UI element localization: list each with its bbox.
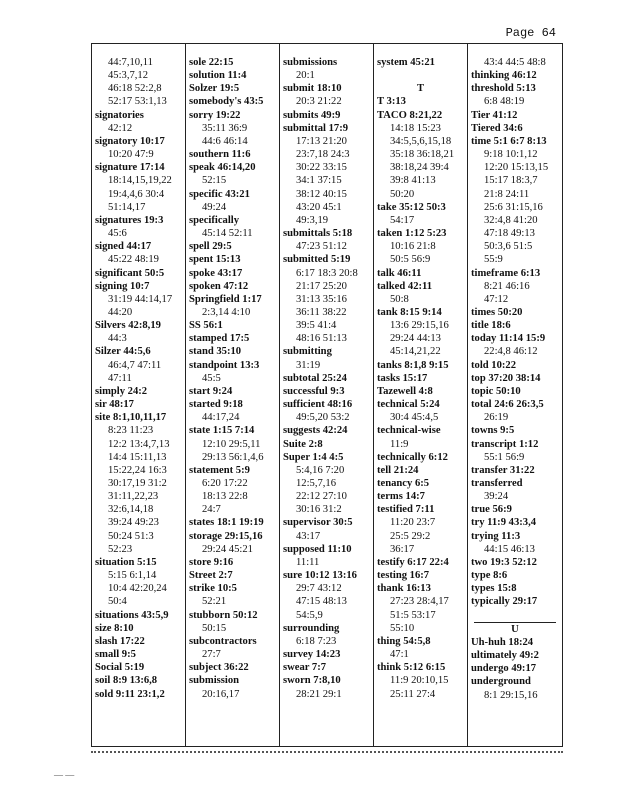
- index-entry-term: transfer 31:22: [471, 464, 535, 476]
- index-entry-pages: 18:14,15,19,22: [108, 175, 172, 187]
- index-entry-term: speak 46:14,20: [189, 162, 256, 174]
- index-entry-term: two 19:3 52:12: [471, 556, 537, 568]
- index-entry-pages: 47:12: [484, 293, 509, 305]
- index-entry-pages: 36:17: [390, 543, 415, 555]
- index-entry-pages: 13:6 29:15,16: [390, 320, 449, 332]
- index-entry-pages: 54:17: [390, 214, 415, 226]
- index-entry-term: situation 5:15: [95, 556, 157, 568]
- index-entry-term: technical-wise: [377, 425, 441, 437]
- index-entry-pages: 47:18 49:13: [484, 228, 535, 240]
- index-entry-term: ultimately 49:2: [471, 650, 539, 662]
- index-entry-pages: 12:5,7,16: [296, 478, 337, 489]
- index-entry-pages: 11:11: [296, 556, 320, 568]
- index-entry-pages: 39:8 41:13: [390, 175, 436, 187]
- index-entry-pages: 15:17 18:3,7: [484, 175, 538, 187]
- index-entry-term: submits 49:9: [283, 109, 341, 121]
- index-entry-term: type 8:6: [471, 570, 508, 582]
- index-entry-term: simply 24:2: [95, 385, 148, 397]
- index-entry-term: transcript 1:12: [471, 438, 539, 450]
- index-entry-pages: 45:22 48:19: [108, 254, 159, 266]
- index-entry-term: testing 16:7: [377, 570, 430, 582]
- index-entry-term: terms 14:7: [377, 491, 425, 503]
- index-entry-pages: 21:17 25:20: [296, 280, 347, 292]
- index-entry-term: soil 8:9 13:6,8: [95, 675, 158, 687]
- index-entry-pages: 44:15 46:13: [484, 543, 535, 555]
- index-entry-pages: 39:5 41:4: [296, 320, 337, 332]
- index-entry-pages: 10:4 42:20,24: [108, 583, 167, 595]
- index-entry-term: signatories: [95, 109, 144, 121]
- index-entry-term: underground: [471, 676, 531, 688]
- index-entry-pages: 52:15: [202, 175, 227, 187]
- index-column-4: [374, 44, 468, 746]
- index-entry-term: tell 21:24: [377, 464, 419, 476]
- index-entry-pages: 36:11 38:22: [296, 306, 347, 318]
- index-entry-term: suggests 42:24: [283, 425, 348, 437]
- index-entry-pages: 14:4 15:11,13: [108, 451, 167, 463]
- index-entry-pages: 26:19: [484, 412, 509, 424]
- index-entry-pages: 18:13 22:8: [202, 491, 248, 503]
- index-entry-pages: 52:21: [202, 596, 227, 608]
- index-entry-pages: 22:4,8 46:12: [484, 346, 538, 358]
- index-entry-term: submittals 5:18: [283, 228, 353, 240]
- index-entry-pages: 34:1 37:15: [296, 175, 342, 187]
- index-entry-term: site 8:1,10,11,17: [95, 412, 167, 424]
- index-entry-term: submissions: [283, 57, 338, 68]
- index-entry-term: state 1:15 7:14: [189, 425, 255, 437]
- index-entry-term: Springfield 1:17: [189, 293, 262, 305]
- index-entry-pages: 44:3: [108, 333, 127, 345]
- index-entry-pages: 45:3,7,12: [108, 70, 149, 82]
- index-entry-pages: 29:24 44:13: [390, 333, 441, 345]
- index-entry-term: taken 1:12 5:23: [377, 228, 447, 240]
- index-entry-term: supervisor 30:5: [283, 517, 353, 529]
- index-entry-term: Social 5:19: [95, 662, 145, 674]
- index-entry-term: TACO 8:21,22: [377, 109, 443, 121]
- index-entry-pages: 27:7: [202, 649, 221, 661]
- index-entry-term: Uh-huh 18:24: [471, 636, 534, 648]
- index-entry-term: sorry 19:22: [189, 109, 241, 121]
- index-entry-pages: 50:15: [202, 622, 227, 634]
- index-entry-term: started 9:18: [189, 399, 243, 411]
- index-entry-term: spoken 47:12: [189, 280, 249, 292]
- index-entry-term: Tier 41:12: [471, 109, 518, 121]
- index-entry-pages: 29:24 45:21: [202, 543, 253, 555]
- index-entry-term: tasks 15:17: [377, 372, 428, 384]
- index-entry-term: towns 9:5: [471, 425, 515, 437]
- index-entry-term: Tazewell 4:8: [377, 385, 433, 397]
- index-entry-term: testified 7:11: [377, 504, 435, 516]
- section-letter: U: [511, 623, 519, 635]
- index-entry-term: significant 50:5: [95, 267, 165, 279]
- index-entry-pages: 2:3,14 4:10: [202, 306, 251, 318]
- index-entry-term: top 37:20 38:14: [471, 372, 541, 384]
- index-entry-term: statement 5:9: [189, 464, 250, 476]
- index-entry-pages: 45:5: [202, 372, 221, 384]
- index-entry-term: spent 15:13: [189, 254, 241, 266]
- index-entry-pages: 11:9 20:10,15: [390, 675, 449, 687]
- index-entry-pages: 45:14 52:11: [202, 228, 253, 240]
- index-frame: [91, 43, 563, 747]
- index-entry-pages: 14:18 15:23: [390, 122, 441, 134]
- index-entry-term: signature 17:14: [95, 162, 165, 174]
- index-entry-pages: 54:5,9: [296, 609, 323, 621]
- index-entry-pages: 5:15 6:1,14: [108, 570, 157, 582]
- index-entry-pages: 50:20: [390, 188, 415, 200]
- index-entry-pages: 11:20 23:7: [390, 517, 436, 529]
- index-entry-pages: 50:3,6 51:5: [484, 241, 533, 253]
- index-entry-term: SS 56:1: [189, 320, 223, 332]
- index-entry-term: submitted 5:19: [283, 254, 351, 266]
- index-entry-pages: 44:20: [108, 306, 133, 318]
- index-entry-pages: [374, 69, 467, 82]
- index-entry-pages: 43:4 44:5 48:8: [484, 57, 546, 68]
- index-column-1: [92, 44, 186, 746]
- index-entry-term: Silzer 44:5,6: [95, 346, 151, 358]
- corner-mark: — —: [54, 770, 75, 780]
- index-entry-pages: 32:4,8 41:20: [484, 214, 538, 226]
- index-entry-term: signatory 10:17: [95, 135, 165, 147]
- index-entry-term: Suite 2:8: [283, 438, 323, 450]
- index-entry-term: stamped 17:5: [189, 333, 250, 345]
- index-entry-term: talked 42:11: [377, 280, 433, 292]
- index-entry-term: specific 43:21: [189, 188, 250, 200]
- index-entry-term: Super 1:4 4:5: [283, 451, 344, 463]
- index-entry-term: subcontractors: [189, 635, 257, 647]
- index-entry-pages: 50:24 51:3: [108, 530, 154, 542]
- index-entry-term: transferred: [471, 478, 523, 489]
- index-entry-pages: 45:6: [108, 228, 127, 240]
- index-entry-term: timeframe 6:13: [471, 267, 541, 279]
- index-entry-term: subtotal 25:24: [283, 372, 347, 384]
- index-entry-pages: 44:17,24: [202, 412, 240, 424]
- index-entry-term: submittal 17:9: [283, 122, 349, 134]
- index-entry-term: signed 44:17: [95, 241, 152, 253]
- index-entry-term: submitting: [283, 346, 332, 358]
- index-entry-term: testify 6:17 22:4: [377, 556, 449, 568]
- index-entry-term: tank 8:15 9:14: [377, 306, 442, 318]
- index-entry-pages: 12:10 29:5,11: [202, 438, 261, 450]
- index-column-3: [280, 44, 374, 746]
- index-entry-term: subject 36:22: [189, 662, 249, 674]
- index-entry-pages: 17:13 21:20: [296, 135, 347, 147]
- index-entry-pages: 38:12 40:15: [296, 188, 347, 200]
- index-entry-term: told 10:22: [471, 359, 517, 371]
- index-entry-term: times 50:20: [471, 306, 523, 318]
- index-entry-term: slash 17:22: [95, 635, 145, 647]
- index-entry-pages: 49:3,19: [296, 214, 329, 226]
- index-entry-pages: 31:19 44:14,17: [108, 293, 173, 305]
- index-entry-pages: 55:10: [390, 622, 415, 634]
- index-entry-pages: 31:19: [296, 359, 321, 371]
- index-entry-pages: 25:6 31:15,16: [484, 201, 543, 213]
- index-entry-term: today 11:14 15:9: [471, 333, 546, 345]
- index-entry-term: sure 10:12 13:16: [283, 570, 357, 582]
- index-entry-pages: 23:7,18 24:3: [296, 149, 350, 161]
- index-entry-term: survey 14:23: [283, 649, 341, 661]
- index-entry-pages: 19:4,4,6 30:4: [108, 188, 165, 200]
- index-entry-term: sole 22:15: [189, 57, 234, 68]
- index-entry-pages: 12:2 13:4,7,13: [108, 438, 170, 450]
- index-entry-pages: 5:4,16 7:20: [296, 464, 345, 476]
- index-entry-term: take 35:12 50:3: [377, 201, 446, 213]
- index-entry-pages: 31:11,22,23: [108, 491, 159, 503]
- index-entry-pages: 24:7: [202, 504, 221, 516]
- index-entry-term: submit 18:10: [283, 83, 342, 95]
- index-entry-pages: 49:5,20 53:2: [296, 412, 350, 424]
- index-entry-pages: 8:23 11:23: [108, 425, 154, 437]
- index-entry-term: submission: [189, 675, 240, 687]
- index-entry-term: storage 29:15,16: [189, 530, 263, 542]
- index-entry-term: talk 46:11: [377, 267, 422, 279]
- section-rule: [474, 609, 556, 623]
- index-entry-pages: 42:12: [108, 122, 133, 134]
- index-entry-term: time 5:1 6:7 8:13: [471, 135, 547, 147]
- index-entry-pages: 20:3 21:22: [296, 96, 342, 108]
- index-entry-pages: 43:20 45:1: [296, 201, 342, 213]
- index-entry-pages: 47:15 48:13: [296, 596, 347, 608]
- index-entry-term: swear 7:7: [283, 662, 327, 674]
- index-entry-pages: 55:1 56:9: [484, 451, 525, 463]
- index-entry-term: threshold 5:13: [471, 83, 536, 95]
- index-entry-term: total 24:6 26:3,5: [471, 399, 544, 411]
- index-entry-term: sold 9:11 23:1,2: [95, 688, 165, 700]
- index-entry-term: system 45:21: [377, 57, 435, 68]
- page-number: Page 64: [505, 26, 556, 40]
- index-entry-pages: 6:20 17:22: [202, 478, 248, 489]
- index-entry-pages: 47:1: [390, 649, 409, 661]
- index-entry-pages: 30:17,19 31:2: [108, 478, 167, 489]
- bottom-rule: [91, 751, 563, 753]
- index-entry-pages: 44:6 46:14: [202, 135, 248, 147]
- index-entry-pages: 43:17: [296, 530, 321, 542]
- index-entry-term: title 18:6: [471, 320, 511, 332]
- index-entry-pages: 50:4: [108, 596, 127, 608]
- index-entry-pages: 50:8: [390, 293, 409, 305]
- index-entry-pages: 21:8 24:11: [484, 188, 530, 200]
- section-letter: T: [416, 83, 425, 95]
- index-entry-term: thing 54:5,8: [377, 635, 431, 647]
- index-entry-pages: 30:22 33:15: [296, 162, 347, 174]
- index-entry-term: undergo 49:17: [471, 663, 537, 675]
- index-entry-pages: 22:12 27:10: [296, 491, 347, 503]
- index-entry-pages: 25:5 29:2: [390, 530, 431, 542]
- index-entry-pages: 44:7,10,11: [108, 57, 153, 68]
- index-entry-pages: 48:16 51:13: [296, 333, 347, 345]
- index-entry-term: think 5:12 6:15: [377, 662, 446, 674]
- index-entry-term: T 3:13: [377, 96, 406, 108]
- index-entry-term: stubborn 50:12: [189, 609, 258, 621]
- index-entry-term: thinking 46:12: [471, 70, 537, 82]
- index-entry-pages: 8:1 29:15,16: [484, 689, 538, 701]
- index-entry-pages: 38:18,24 39:4: [390, 162, 449, 174]
- index-entry-term: small 9:5: [95, 649, 136, 661]
- index-entry-pages: 52:23: [108, 543, 133, 555]
- index-entry-pages: 30:4 45:4,5: [390, 412, 439, 424]
- index-entry-term: standpoint 13:3: [189, 359, 260, 371]
- index-entry-pages: 29:13 56:1,4,6: [202, 451, 264, 463]
- index-entry-term: specifically: [189, 214, 240, 226]
- index-entry-term: supposed 11:10: [283, 543, 352, 555]
- index-entry-pages: 10:20 47:9: [108, 149, 154, 161]
- index-entry-pages: 6:18 7:23: [296, 635, 337, 647]
- index-entry-pages: 49:24: [202, 201, 227, 213]
- index-entry-pages: 51:5 53:17: [390, 609, 436, 621]
- index-entry-term: typically 29:17: [471, 596, 538, 608]
- index-column-2: [186, 44, 280, 746]
- index-entry-term: Silvers 42:8,19: [95, 320, 161, 332]
- index-entry-term: tanks 8:1,8 9:15: [377, 359, 449, 371]
- index-entry-term: situations 43:5,9: [95, 609, 169, 621]
- index-entry-pages: 29:7 43:12: [296, 583, 342, 595]
- index-entry-pages: 27:23 28:4,17: [390, 596, 449, 608]
- index-entry-pages: 28:21 29:1: [296, 688, 342, 700]
- index-entry-pages: 31:13 35:16: [296, 293, 347, 305]
- index-entry-term: true 56:9: [471, 504, 512, 516]
- index-entry-pages: 6:17 18:3 20:8: [296, 267, 358, 279]
- index-entry-term: successful 9:3: [283, 385, 345, 397]
- index-entry-term: spoke 43:17: [189, 267, 243, 279]
- index-entry-term: Tiered 34:6: [471, 122, 523, 134]
- index-entry-pages: 55:9: [484, 254, 503, 266]
- index-entry-term: types 15:8: [471, 583, 517, 595]
- index-entry-term: southern 11:6: [189, 149, 251, 161]
- index-entry-term: store 9:16: [189, 556, 234, 568]
- index-entry-term: Solzer 19:5: [189, 83, 240, 95]
- index-entry-term: stand 35:10: [189, 346, 242, 358]
- index-entry-pages: 34:5,5,6,15,18: [390, 135, 452, 147]
- index-entry-pages: 51:14,17: [108, 201, 146, 213]
- index-entry-term: technically 6:12: [377, 451, 448, 463]
- index-entry-term: strike 10:5: [189, 583, 237, 595]
- index-entry-term: solution 11:4: [189, 70, 247, 82]
- index-entry-pages: 9:18 10:1,12: [484, 149, 538, 161]
- index-entry-pages: 47:23 51:12: [296, 241, 347, 253]
- index-entry-pages: 10:16 21:8: [390, 241, 436, 253]
- index-entry-term: signatures 19:3: [95, 214, 164, 226]
- index-entry-pages: 39:24 49:23: [108, 517, 159, 529]
- index-entry-term: tenancy 6:5: [377, 478, 430, 489]
- index-entry-pages: 32:6,14,18: [108, 504, 154, 516]
- index-entry-pages: 50:5 56:9: [390, 254, 431, 266]
- index-entry-term: sufficient 48:16: [283, 399, 353, 411]
- index-entry-term: surrounding: [283, 622, 340, 634]
- index-entry-pages: 8:21 46:16: [484, 280, 530, 292]
- index-entry-term: signing 10:7: [95, 280, 150, 292]
- index-entry-pages: 46:18 52:2,8: [108, 83, 162, 95]
- index-entry-pages: 35:11 36:9: [202, 122, 248, 134]
- index-entry-pages: 47:11: [108, 372, 132, 384]
- index-entry-term: sworn 7:8,10: [283, 675, 341, 687]
- index-column-5: [468, 44, 562, 746]
- index-entry-term: start 9:24: [189, 385, 233, 397]
- index-entry-term: topic 50:10: [471, 385, 521, 397]
- index-entry-pages: 39:24: [484, 491, 509, 503]
- index-entry-term: size 8:10: [95, 622, 134, 634]
- index-entry-pages: 20:16,17: [202, 688, 240, 700]
- index-entry-term: sir 48:17: [95, 399, 134, 411]
- index-entry-term: Street 2:7: [189, 570, 233, 582]
- index-entry-pages: 11:9: [390, 438, 409, 450]
- index-entry-term: states 18:1 19:19: [189, 517, 264, 529]
- index-entry-pages: 15:22,24 16:3: [108, 464, 167, 476]
- index-entry-term: trying 11:3: [471, 530, 521, 542]
- index-entry-term: somebody's 43:5: [189, 96, 264, 108]
- index-entry-pages: 52:17 53:1,13: [108, 96, 167, 108]
- index-entry-pages: 30:16 31:2: [296, 504, 342, 516]
- index-entry-term: spell 29:5: [189, 241, 232, 253]
- index-entry-term: technical 5:24: [377, 399, 440, 411]
- index-entry-pages: 12:20 15:13,15: [484, 162, 549, 174]
- index-entry-pages: 6:8 48:19: [484, 96, 525, 108]
- index-entry-pages: 25:11 27:4: [390, 688, 436, 700]
- index-entry-pages: 46:4,7 47:11: [108, 359, 162, 371]
- index-entry-pages: 35:18 36:18,21: [390, 149, 455, 161]
- index-entry-pages: 20:1: [296, 70, 315, 82]
- index-entry-term: try 11:9 43:3,4: [471, 517, 537, 529]
- index-entry-term: thank 16:13: [377, 583, 431, 595]
- index-entry-pages: 45:14,21,22: [390, 346, 441, 358]
